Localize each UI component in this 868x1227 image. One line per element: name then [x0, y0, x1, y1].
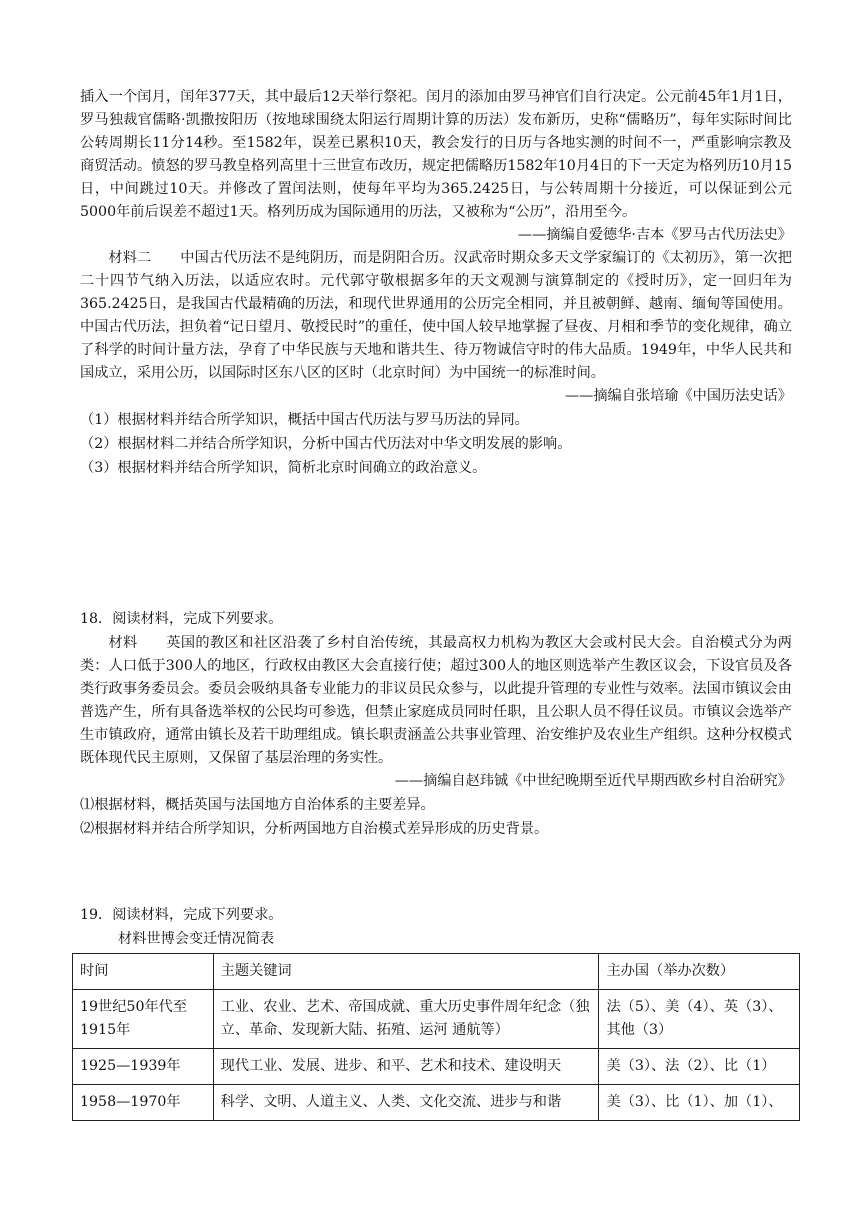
table-cell: 1958—1970年: [73, 1085, 214, 1121]
table-cell: 现代工业、发展、进步、和平、艺术和技术、建设明天: [213, 1049, 599, 1085]
table-row: [73, 1049, 800, 1085]
material-two-source: ——摘编自张培瑜《中国历法史话》: [564, 388, 792, 404]
table-header-cell: 主办国（举办次数）: [599, 954, 800, 990]
question-18-2: ⑵根据材料并结合所学知识，分析两国地方自治模式差异形成的历史背景。: [80, 821, 549, 837]
question-18-material-label: 材料: [108, 635, 138, 651]
question-18: [80, 607, 792, 841]
table-header-row: [73, 954, 800, 990]
table-cell: 科学、文明、人道主义、人类、文化交流、进步与和谐: [213, 1085, 599, 1121]
table-header-cell: 主题关键词: [213, 954, 599, 990]
material-one-source: ——摘编自爱德华·吉本《罗马古代历法史》: [517, 227, 792, 243]
question-17-3: （3）根据材料并结合所学知识，简析北京时间确立的政治意义。: [80, 460, 487, 476]
question-18-1: ⑴根据材料，概括英国与法国地方自治体系的主要差异。: [80, 797, 435, 813]
material-one-text: 插入一个闰月，闰年377天，其中最后12天举行祭祀。闰月的添加由罗马神官们自行决定。公元前45年1月1日，罗马独裁官儒略·凯撒按阳历（按地球围绕太阳运行周期计算的历法）发布新历，史称“儒略历”，每年实际时间比公转周期长11分14秒。至1582年，误差已累积10天，教会发行的日历与各地实测的时间不一，严重影响宗教及商贸活动。愤怒的罗马教皇格列高里十三世宣布改历，规定把儒略历1582年10月4日的下一天定为格列历10月15日，中间跳过10天。并修改了置闰法则，使每年平均为365.2425日，与公转周期十分接近，可以保证到公元5000年前后误差不超过1天。格列历成为国际通用的历法，又被称为“公历”，沿用至今。: [80, 89, 792, 220]
material-one-continued: [80, 86, 792, 480]
table-cell: 法（5）、美（4）、英（3）、其他（3）: [599, 990, 800, 1049]
table-row: [73, 990, 800, 1049]
table-cell: 1925—1939年: [73, 1049, 214, 1085]
table-caption: 材料世博会变迁情况简表: [118, 931, 275, 947]
material-two-label: 材料二: [108, 250, 152, 266]
question-18-material: [80, 632, 792, 770]
question-17-2: （2）根据材料二并结合所学知识，分析中国古代历法对中华文明发展的影响。: [80, 436, 572, 452]
table-cell: 工业、农业、艺术、帝国成就、重大历史事件周年纪念（独立、革命、发现新大陆、拓殖、运河 通航等）: [213, 990, 599, 1049]
question-17-1: （1）根据材料并结合所学知识，概括中国古代历法与罗马历法的异同。: [80, 412, 529, 428]
question-19-heading: 19．阅读材料，完成下列要求。: [80, 907, 283, 923]
table-cell: 美（3）、比（1）、加（1）、: [599, 1085, 800, 1121]
question-18-source: ——摘编自赵玮铖《中世纪晚期至近代早期西欧乡村自治研究》: [394, 773, 792, 789]
question-18-material-text: 英国的教区和社区沿袭了乡村自治传统，其最高权力机构为教区大会或村民大会。自治模式分为两类：人口低于300人的地区，行政权由教区大会直接行使；超过300人的地区则选举产生教区议会，下设官员及各类行政事务委员会。委员会吸纳具备专业能力的非议员民众参与，以此提升管理的专业性与效率。法国市镇议会由普选产生，所有具备选举权的公民均可参选，但禁止家庭成员同时任职，且公职人员不得任议员。市镇议会选举产生市镇政府，通常由镇长及若干助理组成。镇长职责涵盖公共事业管理、治安维护及农业生产组织。这种分权模式既体现代民主原则，又保留了基层治理的务实性。: [80, 635, 792, 766]
material-two-text: 中国古代历法不是纯阴历，而是阴阳合历。汉武帝时期众多天文学家编订的《太初历》，第一次把二十四节气纳入历法，以适应农时。元代郭守敬根据多年的天文观测与演算制定的《授时历》，定一回归年为365.2425日，是我国古代最精确的历法，和现代世界通用的公历完全相同，并且被朝鲜、越南、缅甸等国使用。中国古代历法，担负着“记日望月、敬授民时”的重任，使中国人较早地掌握了昼夜、月相和季节的变化规律，确立了科学的时间计量方法，孕育了中华民族与天地和谐共生、待万物诚信守时的伟大品质。1949年，中华人民共和国成立，采用公历，以国际时区东八区的区时（北京时间）为中国统一的标准时间。: [80, 250, 792, 381]
table-cell: 19世纪50年代至1915年: [73, 990, 214, 1049]
table-header-cell: 时间: [73, 954, 214, 990]
expo-table: [72, 953, 800, 1121]
table-row: [73, 1085, 800, 1121]
material-two: [80, 247, 792, 385]
question-19: [80, 903, 792, 1121]
question-18-heading: 18．阅读材料，完成下列要求。: [80, 611, 283, 627]
table-cell: 美（3）、法（2）、比（1）: [599, 1049, 800, 1085]
